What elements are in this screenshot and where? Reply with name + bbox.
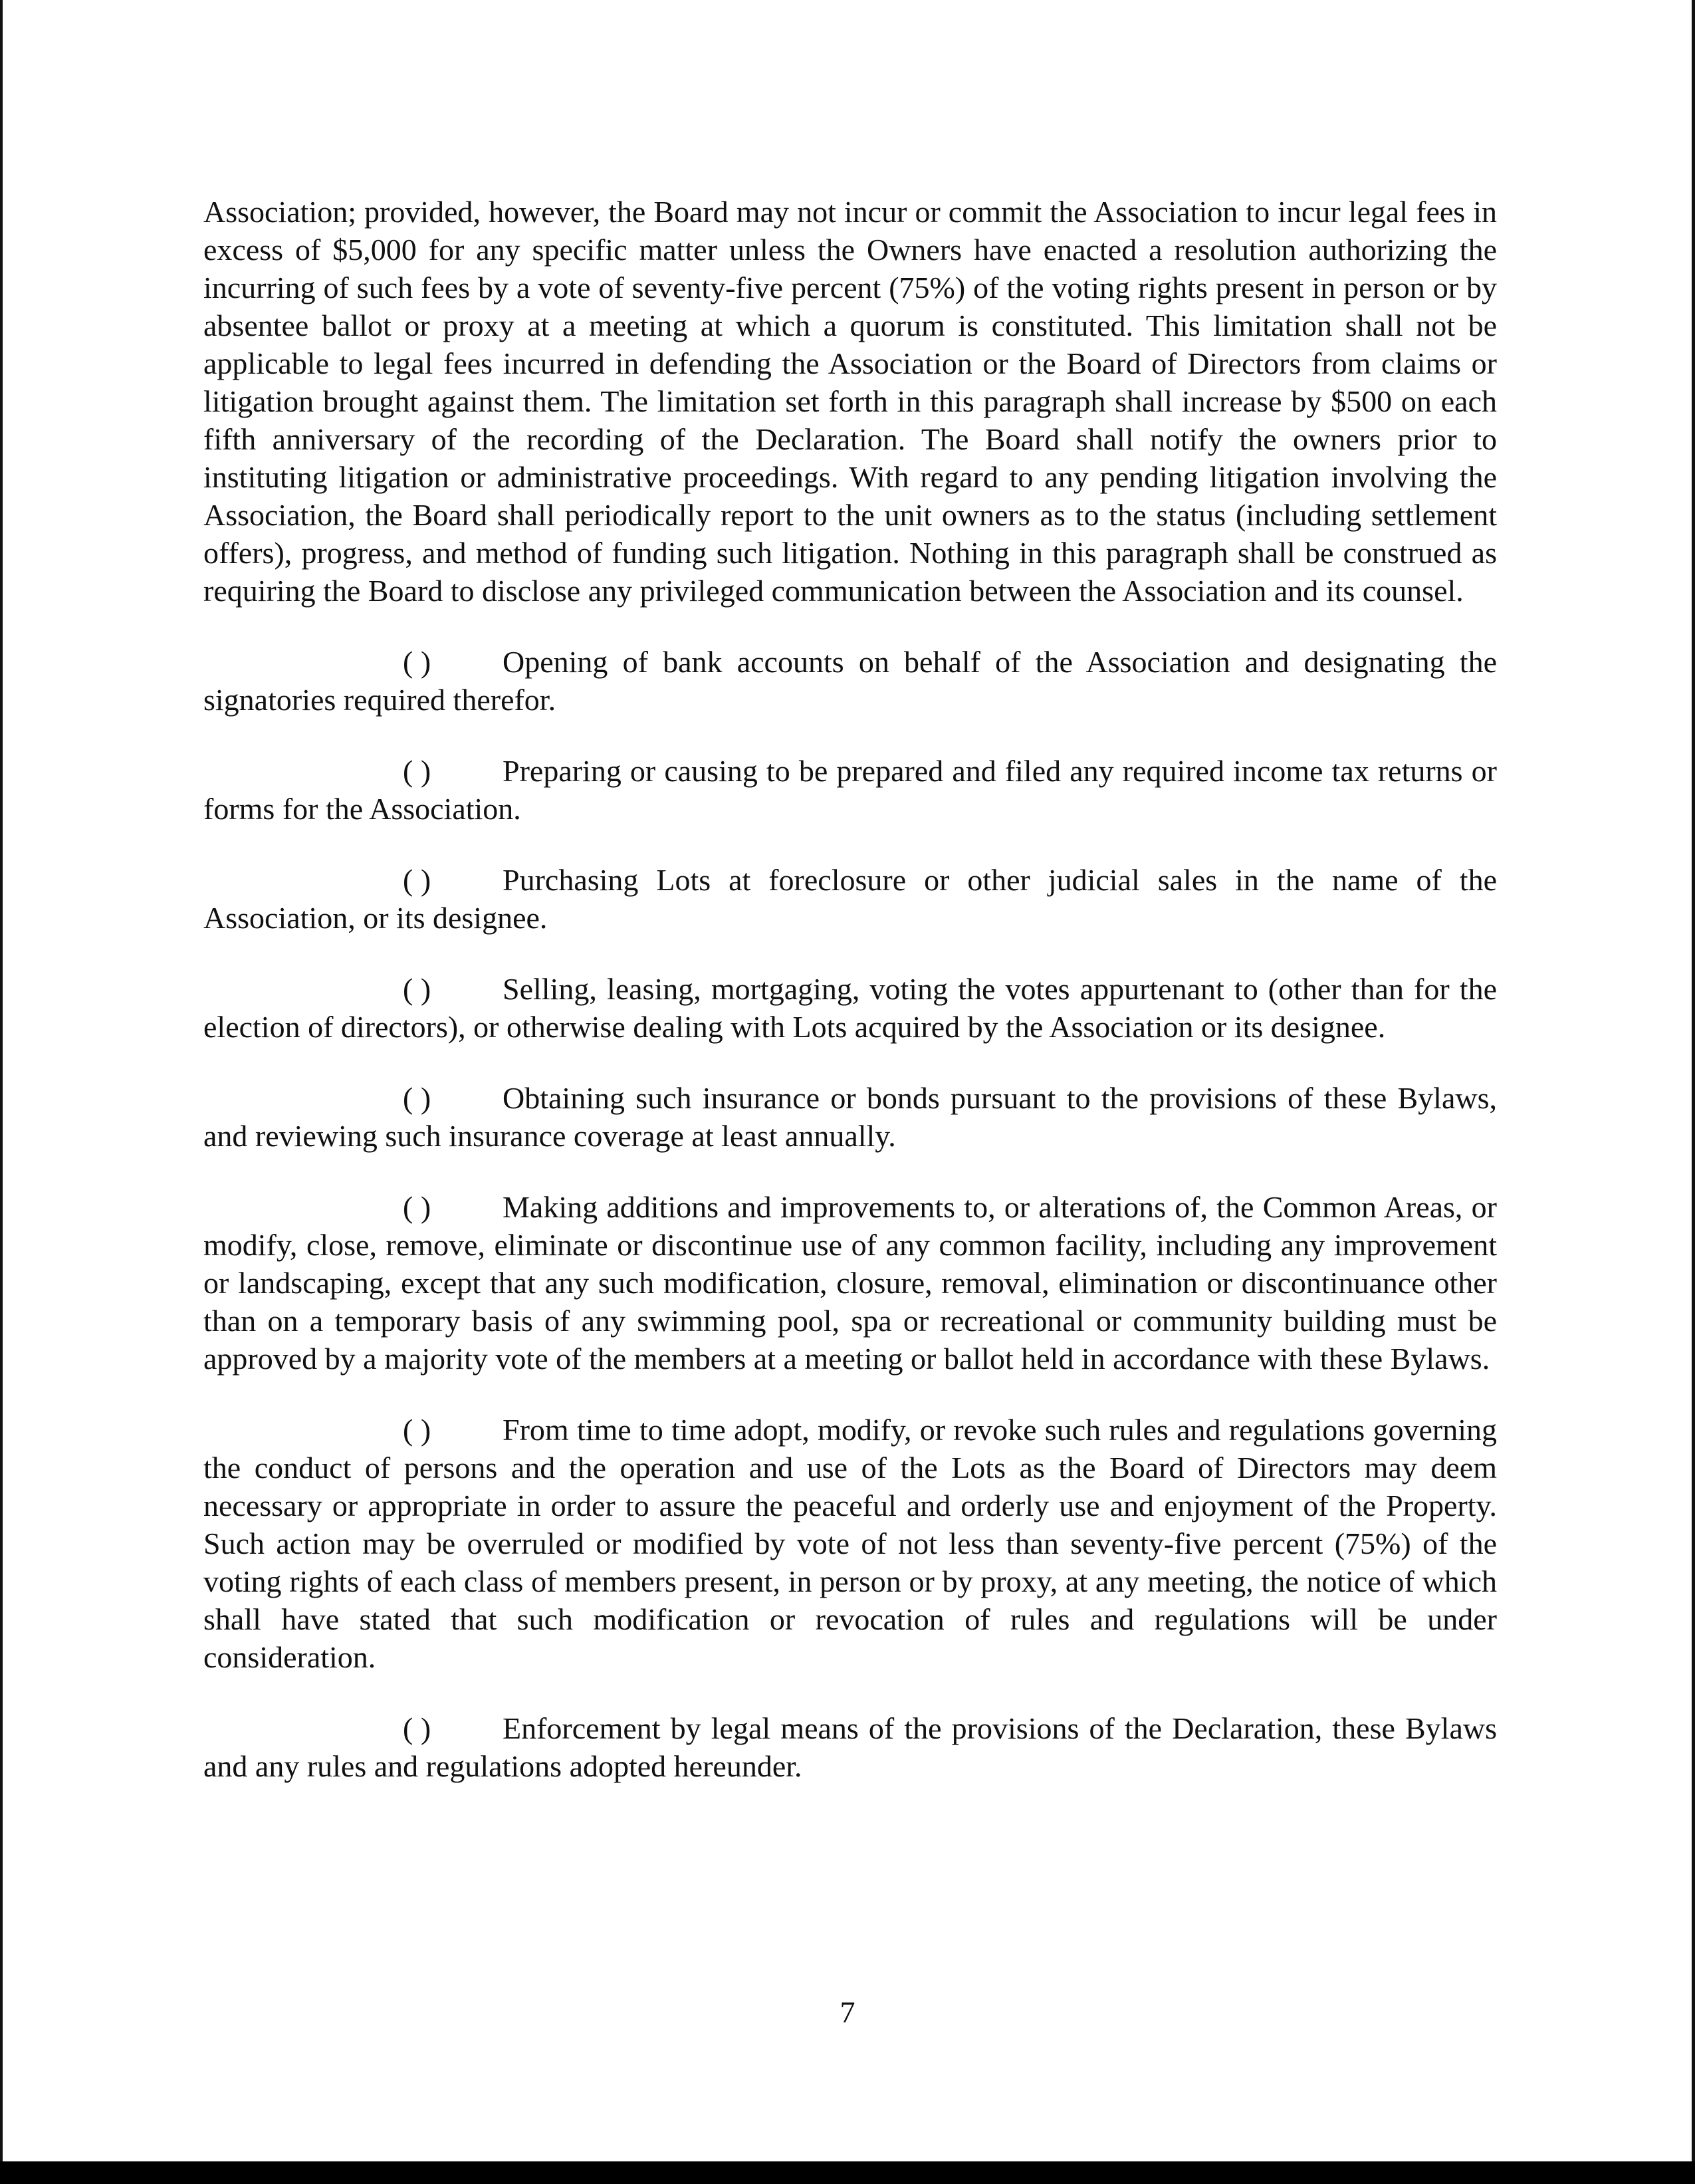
list-item	[203, 1709, 1497, 1785]
item-marker: ( )	[403, 1190, 431, 1224]
scan-edge-left	[0, 0, 3, 2184]
item-marker: ( )	[403, 645, 431, 679]
scan-edge-bottom	[0, 2161, 1695, 2184]
item-text: Preparing or causing to be prepared and filed any required income tax returns or forms for the Association.	[203, 754, 1497, 826]
scan-edge-right	[1692, 0, 1695, 2184]
list-item	[203, 643, 1497, 719]
item-text: Enforcement by legal means of the provisions of the Declaration, these Bylaws and any rules and regulations adopted hereunder.	[203, 1711, 1497, 1783]
item-marker: ( )	[403, 754, 431, 788]
item-text: From time to time adopt, modify, or revoke such rules and regulations governing the conduct of persons and the operation and use of the Lots as the Board of Directors may deem necessary or appropriate in order to assure the peaceful and orderly use and enjoyment of the Property. Such action may be overruled or modified by vote of not less than seventy-five percent (75%) of the voting rights of each class of members present, in person or by proxy, at any meeting, the notice of which shall have stated that such modification or revocation of rules and regulations will be under consideration.	[203, 1413, 1497, 1674]
item-text: Obtaining such insurance or bonds pursuant to the provisions of these Bylaws, and reviewing such insurance coverage at least annually.	[203, 1081, 1497, 1153]
list-item	[203, 1079, 1497, 1155]
document-body	[203, 193, 1497, 1818]
item-text: Purchasing Lots at foreclosure or other judicial sales in the name of the Association, or its designee.	[203, 863, 1497, 935]
item-text: Selling, leasing, mortgaging, voting the votes appurtenant to (other than for the election of directors), or otherwise dealing with Lots acquired by the Association or its designee.	[203, 972, 1497, 1044]
list-item	[203, 861, 1497, 937]
opening-paragraph: Association; provided, however, the Board may not incur or commit the Association to incur legal fees in excess of $5,000 for any specific matter unless the Owners have enacted a resolution authorizing the incurring of such fees by a vote of seventy-five percent (75%) of the voting rights present in person or by absentee ballot or proxy at a meeting at which a quorum is constituted. This limitation shall not be applicable to legal fees incurred in defending the Association or the Board of Directors from claims or litigation brought against them. The limitation set forth in this paragraph shall increase by $500 on each fifth anniversary of the recording of the Declaration. The Board shall notify the owners prior to instituting litigation or administrative proceedings. With regard to any pending litigation involving the Association, the Board shall periodically report to the unit owners as to the status (including settlement offers), progress, and method of funding such litigation. Nothing in this paragraph shall be construed as requiring the Board to disclose any privileged communication between the Association and its counsel.	[203, 195, 1497, 608]
page-number: 7	[840, 1995, 855, 2029]
list-item	[203, 1411, 1497, 1676]
item-marker: ( )	[403, 972, 431, 1006]
item-marker: ( )	[403, 1413, 431, 1447]
list-item	[203, 970, 1497, 1046]
list-item	[203, 1188, 1497, 1378]
item-marker: ( )	[403, 863, 431, 897]
item-marker: ( )	[403, 1711, 431, 1745]
item-text: Opening of bank accounts on behalf of the Association and designating the signatories required therefor.	[203, 645, 1497, 717]
list-item	[203, 752, 1497, 828]
item-marker: ( )	[403, 1081, 431, 1115]
item-text: Making additions and improvements to, or alterations of, the Common Areas, or modify, close, remove, eliminate or discontinue use of any common facility, including any improvement or landscaping, except that any such modification, closure, removal, elimination or discontinuance other than on a temporary basis of any swimming pool, spa or recreational or community building must be approved by a majority vote of the members at a meeting or ballot held in accordance with these Bylaws.	[203, 1190, 1497, 1376]
